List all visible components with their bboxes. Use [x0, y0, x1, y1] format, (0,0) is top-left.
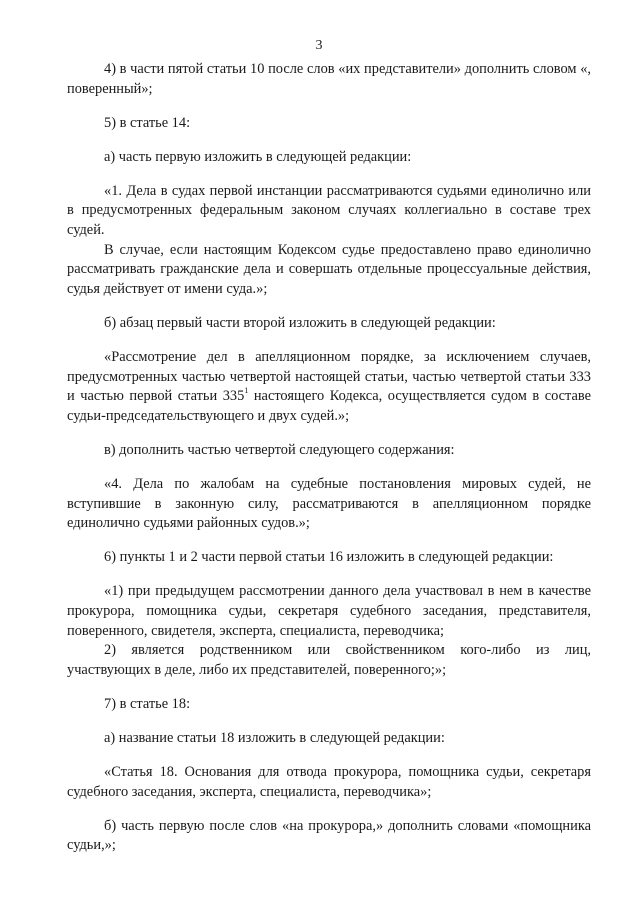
quote-appeal-before: «Рассмотрение дел в апелляционном порядке, за исключением случаев, предусмотренных частью четвертой настоящей статьи, частью четвертой статьи 333 и частью первой статьи 335	[67, 349, 591, 405]
superscript-marker: 1	[244, 386, 249, 396]
paragraph-quote-article18: «Статья 18. Основания для отвода прокурора, помощника судьи, секретаря судебного заседания, эксперта, специалиста, переводчика»;	[67, 764, 591, 800]
quote-appeal-after: настоящего Кодекса, осуществляется судом в составе судьи-председательствующего и двух судей.»;	[67, 388, 591, 424]
paragraph-sub-b: б) абзац первый части второй изложить в следующей редакции:	[104, 314, 496, 331]
paragraph-item-5: 5) в статье 14:	[104, 114, 191, 131]
paragraph-quote-part1: «1. Дела в судах первой инстанции рассматриваются судьями единолично или в предусмотренных федеральным законом случаях коллегиально в составе трех судей.	[67, 182, 591, 239]
paragraph-quote-part4: «4. Дела по жалобам на судебные постановления мировых судей, не вступившие в законную силу, рассматриваются в апелляционном порядке единолично судьями районных судов.»;	[67, 476, 591, 532]
paragraph-item-4: 4) в части пятой статьи 10 после слов «их представители» дополнить словом «, поверенный»;	[67, 61, 591, 97]
paragraph-quote-case: В случае, если настоящим Кодексом судье предоставлено право единолично рассматривать гражданские дела и совершать отдельные процессуальные действия, судья действует от имени суда.»;	[67, 241, 591, 297]
paragraph-sub-a: а) часть первую изложить в следующей редакции:	[104, 148, 412, 165]
paragraph-quote-point1: «1) при предыдущем рассмотрении данного дела участвовал в нем в качестве прокурора, помощника судьи, секретаря судебного заседания, представителя, поверенного, свидетеля, эксперта, специалиста, переводчика;	[67, 583, 591, 639]
paragraph-item-6: 6) пункты 1 и 2 части первой статьи 16 изложить в следующей редакции:	[104, 549, 554, 566]
paragraph-sub-a-18: а) название статьи 18 изложить в следующей редакции:	[104, 729, 445, 746]
paragraph-quote-point2: 2) является родственником или свойственником кого-либо из лиц, участвующих в деле, либо их представителей, поверенного;»;	[67, 642, 591, 678]
paragraph-sub-b-18: б) часть первую после слов «на прокурора,» дополнить словами «помощника судьи,»;	[67, 817, 591, 854]
page-number: 3	[315, 38, 323, 53]
paragraph-quote-appeal	[67, 348, 591, 426]
document-body	[67, 60, 591, 856]
paragraph-item-7: 7) в статье 18:	[104, 695, 191, 712]
paragraph-sub-v: в) дополнить частью четвертой следующего содержания:	[104, 441, 455, 458]
